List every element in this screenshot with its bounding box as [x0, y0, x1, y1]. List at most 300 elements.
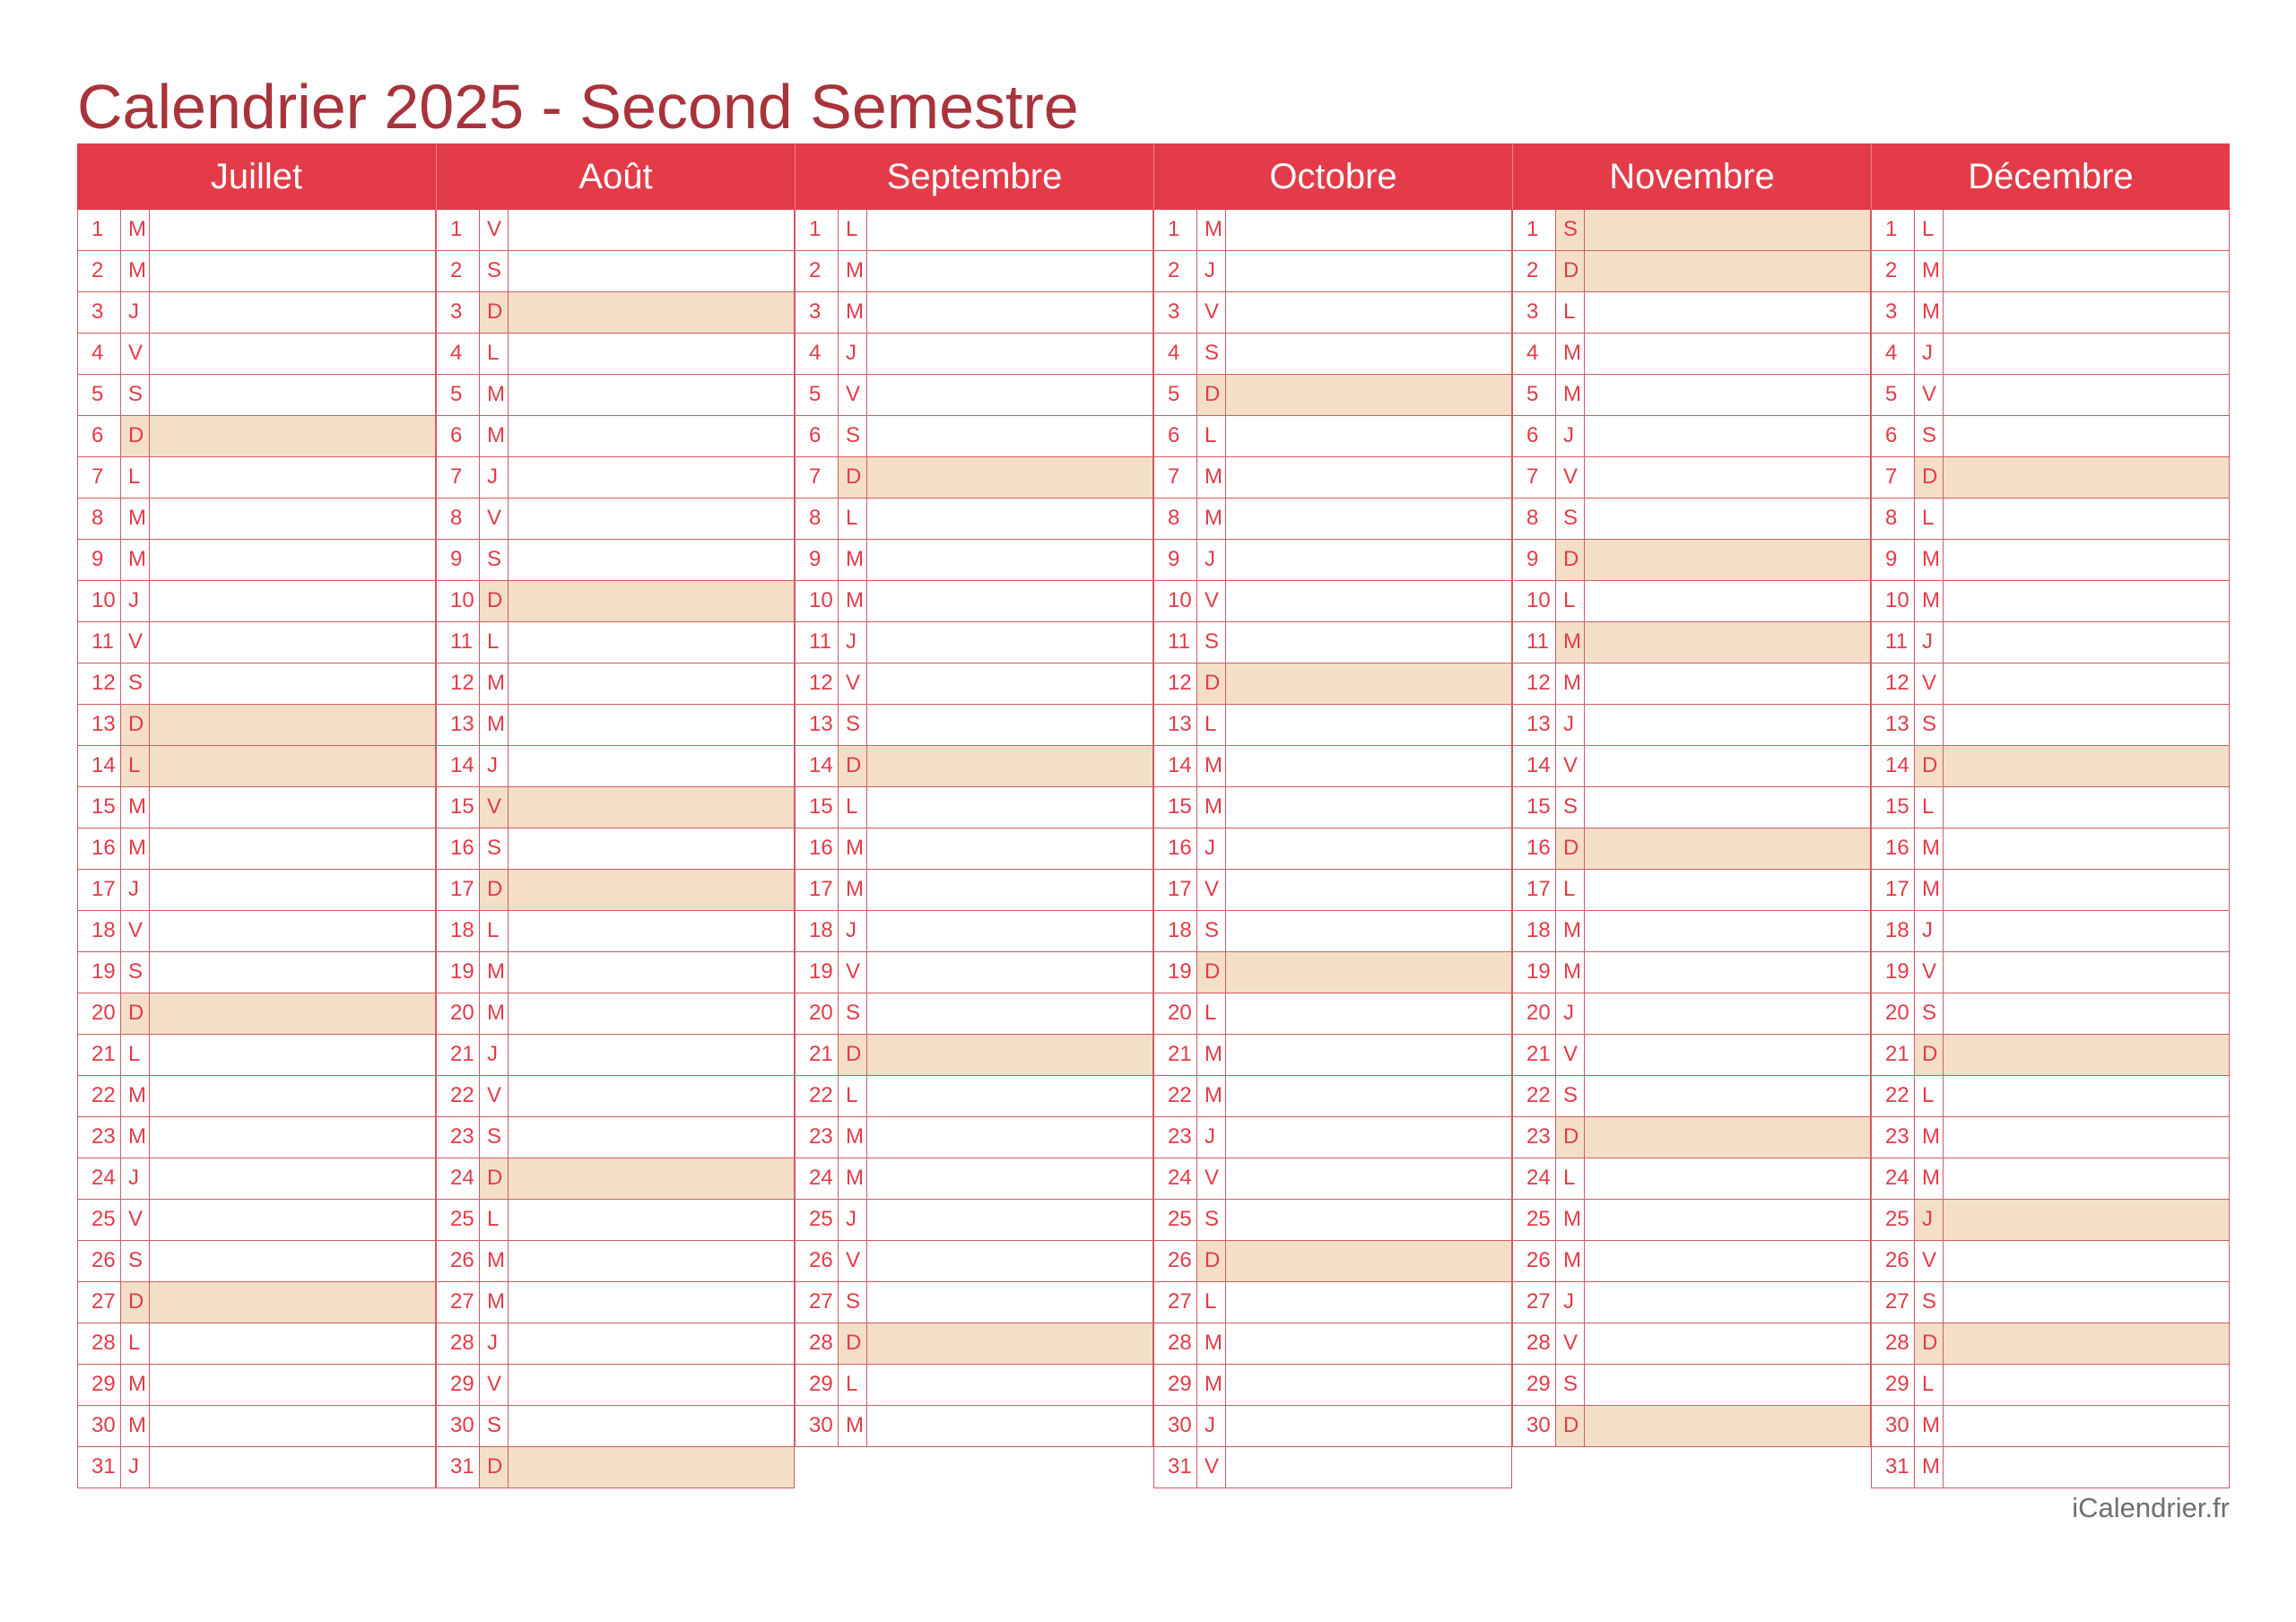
- day-number: 23: [1154, 1117, 1197, 1158]
- day-number: 29: [1872, 1365, 1915, 1405]
- weekday-letter: L: [839, 1076, 867, 1116]
- note-cell[interactable]: [1585, 828, 1870, 869]
- note-cell[interactable]: [1585, 251, 1870, 291]
- note-cell[interactable]: [1226, 787, 1511, 828]
- note-cell[interactable]: [1585, 416, 1870, 456]
- note-cell[interactable]: [1226, 540, 1511, 580]
- note-cell[interactable]: [1944, 1241, 2229, 1281]
- weekday-letter: D: [121, 1282, 150, 1323]
- note-cell[interactable]: [867, 1035, 1152, 1075]
- note-cell[interactable]: [1944, 1406, 2229, 1446]
- note-cell[interactable]: [509, 540, 794, 580]
- day-number: 5: [1513, 375, 1556, 415]
- weekday-letter: D: [1556, 1117, 1585, 1158]
- note-cell[interactable]: [1226, 828, 1511, 869]
- note-cell[interactable]: [1585, 499, 1870, 539]
- note-cell[interactable]: [867, 1076, 1152, 1116]
- month-header: Novembre: [1512, 143, 1871, 210]
- day-number: 12: [78, 664, 121, 704]
- weekday-letter: M: [480, 416, 509, 456]
- day-row: [78, 1447, 435, 1488]
- month-column: [795, 143, 1153, 1447]
- note-cell[interactable]: [150, 1117, 435, 1158]
- note-cell[interactable]: [1226, 334, 1511, 374]
- note-cell[interactable]: [1226, 416, 1511, 456]
- note-cell[interactable]: [1585, 1282, 1870, 1323]
- note-cell[interactable]: [509, 622, 794, 663]
- note-cell[interactable]: [1944, 292, 2229, 333]
- note-cell[interactable]: [1585, 1365, 1870, 1405]
- weekday-letter: D: [1556, 251, 1585, 291]
- day-number: 15: [1513, 787, 1556, 828]
- note-cell[interactable]: [1944, 581, 2229, 621]
- note-cell[interactable]: [509, 375, 794, 415]
- day-row: [796, 499, 1152, 540]
- weekday-letter: J: [1556, 416, 1585, 456]
- note-cell[interactable]: [1585, 664, 1870, 704]
- weekday-letter: V: [1556, 1323, 1585, 1364]
- note-cell[interactable]: [509, 292, 794, 333]
- weekday-letter: J: [1556, 1282, 1585, 1323]
- note-cell[interactable]: [150, 416, 435, 456]
- weekday-letter: V: [480, 499, 509, 539]
- weekday-letter: S: [1915, 1282, 1944, 1323]
- note-cell[interactable]: [509, 334, 794, 374]
- day-number: 28: [1154, 1323, 1197, 1364]
- note-cell[interactable]: [150, 251, 435, 291]
- note-cell[interactable]: [867, 251, 1152, 291]
- day-number: 29: [796, 1365, 839, 1405]
- weekday-letter: S: [480, 1406, 509, 1446]
- note-cell[interactable]: [509, 416, 794, 456]
- note-cell[interactable]: [1585, 911, 1870, 951]
- note-cell[interactable]: [867, 1158, 1152, 1199]
- weekday-letter: D: [1556, 1406, 1585, 1446]
- note-cell[interactable]: [867, 1406, 1152, 1446]
- note-cell[interactable]: [1944, 416, 2229, 456]
- day-number: 6: [1154, 416, 1197, 456]
- note-cell[interactable]: [509, 993, 794, 1034]
- day-number: 18: [1154, 911, 1197, 951]
- note-cell[interactable]: [150, 1365, 435, 1405]
- note-cell[interactable]: [1226, 292, 1511, 333]
- note-cell[interactable]: [867, 787, 1152, 828]
- note-cell[interactable]: [1585, 292, 1870, 333]
- note-cell[interactable]: [867, 1241, 1152, 1281]
- day-row: [1872, 375, 2229, 416]
- day-row: [1872, 1323, 2229, 1365]
- note-cell[interactable]: [150, 870, 435, 910]
- note-cell[interactable]: [1226, 664, 1511, 704]
- note-cell[interactable]: [1944, 828, 2229, 869]
- day-row: [796, 911, 1152, 952]
- note-cell[interactable]: [1944, 705, 2229, 745]
- note-cell[interactable]: [150, 1241, 435, 1281]
- note-cell[interactable]: [1944, 622, 2229, 663]
- month-header: Décembre: [1871, 143, 2230, 210]
- note-cell[interactable]: [867, 292, 1152, 333]
- weekday-letter: D: [480, 1158, 509, 1199]
- note-cell[interactable]: [150, 993, 435, 1034]
- note-cell[interactable]: [1944, 334, 2229, 374]
- day-row: [1872, 499, 2229, 540]
- day-number: 29: [437, 1365, 480, 1405]
- day-row: [1154, 993, 1511, 1035]
- day-row: [78, 1117, 435, 1158]
- note-cell[interactable]: [1226, 1365, 1511, 1405]
- note-cell[interactable]: [150, 952, 435, 993]
- day-number: 25: [796, 1200, 839, 1240]
- note-cell[interactable]: [1944, 952, 2229, 993]
- note-cell[interactable]: [1585, 334, 1870, 374]
- note-cell[interactable]: [1585, 1241, 1870, 1281]
- note-cell[interactable]: [1585, 457, 1870, 498]
- day-number: 10: [796, 581, 839, 621]
- note-cell[interactable]: [1944, 993, 2229, 1034]
- weekday-letter: M: [1556, 375, 1585, 415]
- note-cell[interactable]: [1226, 1447, 1511, 1488]
- note-cell[interactable]: [150, 1035, 435, 1075]
- weekday-letter: M: [839, 581, 867, 621]
- day-row: [1154, 1076, 1511, 1117]
- day-list: [1512, 210, 1871, 1447]
- note-cell[interactable]: [867, 1282, 1152, 1323]
- note-cell[interactable]: [1585, 1035, 1870, 1075]
- day-row: [437, 993, 794, 1035]
- weekday-letter: D: [1197, 664, 1226, 704]
- day-number: 2: [437, 251, 480, 291]
- note-cell[interactable]: [1944, 1365, 2229, 1405]
- note-cell[interactable]: [509, 828, 794, 869]
- day-row: [437, 911, 794, 952]
- note-cell[interactable]: [150, 1406, 435, 1446]
- note-cell[interactable]: [867, 1117, 1152, 1158]
- note-cell[interactable]: [509, 787, 794, 828]
- day-row: [78, 375, 435, 416]
- day-row: [796, 664, 1152, 705]
- note-cell[interactable]: [867, 746, 1152, 786]
- note-cell[interactable]: [1585, 952, 1870, 993]
- note-cell[interactable]: [1226, 911, 1511, 951]
- note-cell[interactable]: [150, 664, 435, 704]
- note-cell[interactable]: [1226, 622, 1511, 663]
- day-number: 6: [1513, 416, 1556, 456]
- note-cell[interactable]: [1944, 540, 2229, 580]
- note-cell[interactable]: [1944, 1323, 2229, 1364]
- day-row: [437, 499, 794, 540]
- note-cell[interactable]: [1585, 1323, 1870, 1364]
- day-number: 27: [1513, 1282, 1556, 1323]
- weekday-letter: M: [480, 705, 509, 745]
- weekday-letter: M: [1915, 251, 1944, 291]
- note-cell[interactable]: [867, 581, 1152, 621]
- day-number: 1: [796, 210, 839, 250]
- note-cell[interactable]: [509, 1117, 794, 1158]
- note-cell[interactable]: [509, 870, 794, 910]
- note-cell[interactable]: [509, 581, 794, 621]
- weekday-letter: L: [121, 457, 150, 498]
- weekday-letter: M: [1197, 1035, 1226, 1075]
- note-cell[interactable]: [1585, 787, 1870, 828]
- note-cell[interactable]: [1944, 1035, 2229, 1075]
- note-cell[interactable]: [150, 1323, 435, 1364]
- note-cell[interactable]: [509, 499, 794, 539]
- weekday-letter: S: [1197, 622, 1226, 663]
- day-number: 23: [437, 1117, 480, 1158]
- weekday-letter: S: [839, 705, 867, 745]
- note-cell[interactable]: [867, 210, 1152, 250]
- day-row: [796, 251, 1152, 292]
- day-list: [1153, 210, 1512, 1488]
- note-cell[interactable]: [1226, 1158, 1511, 1199]
- day-number: 17: [1513, 870, 1556, 910]
- note-cell[interactable]: [1944, 664, 2229, 704]
- note-cell[interactable]: [509, 457, 794, 498]
- day-number: 30: [1513, 1406, 1556, 1446]
- note-cell[interactable]: [150, 210, 435, 250]
- note-cell[interactable]: [867, 540, 1152, 580]
- note-cell[interactable]: [509, 251, 794, 291]
- day-row: [1154, 828, 1511, 870]
- note-cell[interactable]: [1226, 1241, 1511, 1281]
- note-cell[interactable]: [1944, 746, 2229, 786]
- note-cell[interactable]: [150, 540, 435, 580]
- note-cell[interactable]: [509, 1447, 794, 1488]
- weekday-letter: L: [121, 1323, 150, 1364]
- note-cell[interactable]: [1226, 746, 1511, 786]
- note-cell[interactable]: [1226, 1282, 1511, 1323]
- note-cell[interactable]: [150, 746, 435, 786]
- weekday-letter: L: [839, 499, 867, 539]
- month-column: [1512, 143, 1871, 1447]
- day-row: [796, 375, 1152, 416]
- day-row: [1513, 1406, 1870, 1447]
- day-row: [1154, 911, 1511, 952]
- note-cell[interactable]: [1944, 251, 2229, 291]
- note-cell[interactable]: [1585, 210, 1870, 250]
- note-cell[interactable]: [509, 1158, 794, 1199]
- day-row: [1872, 870, 2229, 911]
- note-cell[interactable]: [150, 499, 435, 539]
- day-row: [1872, 1447, 2229, 1488]
- weekday-letter: D: [480, 292, 509, 333]
- day-number: 4: [1872, 334, 1915, 374]
- day-number: 21: [1513, 1035, 1556, 1075]
- weekday-letter: M: [121, 1406, 150, 1446]
- note-cell[interactable]: [1226, 1117, 1511, 1158]
- day-row: [796, 1158, 1152, 1200]
- note-cell[interactable]: [150, 1158, 435, 1199]
- note-cell[interactable]: [150, 334, 435, 374]
- weekday-letter: M: [121, 1365, 150, 1405]
- note-cell[interactable]: [1944, 870, 2229, 910]
- note-cell[interactable]: [867, 622, 1152, 663]
- day-number: 10: [78, 581, 121, 621]
- note-cell[interactable]: [509, 664, 794, 704]
- note-cell[interactable]: [1226, 1076, 1511, 1116]
- weekday-letter: S: [1556, 499, 1585, 539]
- note-cell[interactable]: [1944, 1076, 2229, 1116]
- day-row: [796, 1035, 1152, 1076]
- day-number: 3: [1513, 292, 1556, 333]
- note-cell[interactable]: [1585, 540, 1870, 580]
- day-number: 9: [1872, 540, 1915, 580]
- note-cell[interactable]: [509, 1323, 794, 1364]
- note-cell[interactable]: [1944, 1447, 2229, 1488]
- note-cell[interactable]: [509, 1076, 794, 1116]
- note-cell[interactable]: [509, 746, 794, 786]
- calendar-grid: [77, 143, 2230, 1488]
- note-cell[interactable]: [1585, 1076, 1870, 1116]
- weekday-letter: V: [1556, 457, 1585, 498]
- note-cell[interactable]: [509, 210, 794, 250]
- day-number: 13: [1513, 705, 1556, 745]
- note-cell[interactable]: [509, 1282, 794, 1323]
- weekday-letter: J: [1197, 1406, 1226, 1446]
- note-cell[interactable]: [1944, 787, 2229, 828]
- note-cell[interactable]: [150, 1447, 435, 1488]
- note-cell[interactable]: [867, 416, 1152, 456]
- note-cell[interactable]: [509, 1365, 794, 1405]
- note-cell[interactable]: [1585, 375, 1870, 415]
- note-cell[interactable]: [1944, 499, 2229, 539]
- note-cell[interactable]: [150, 1200, 435, 1240]
- day-number: 31: [1872, 1447, 1915, 1488]
- note-cell[interactable]: [1226, 1200, 1511, 1240]
- day-number: 7: [1513, 457, 1556, 498]
- day-number: 9: [796, 540, 839, 580]
- note-cell[interactable]: [150, 457, 435, 498]
- weekday-letter: D: [1556, 540, 1585, 580]
- note-cell[interactable]: [867, 375, 1152, 415]
- note-cell[interactable]: [1585, 870, 1870, 910]
- note-cell[interactable]: [867, 911, 1152, 951]
- note-cell[interactable]: [1585, 993, 1870, 1034]
- day-number: 25: [437, 1200, 480, 1240]
- note-cell[interactable]: [1585, 622, 1870, 663]
- note-cell[interactable]: [1226, 993, 1511, 1034]
- note-cell[interactable]: [1226, 1035, 1511, 1075]
- note-cell[interactable]: [1226, 952, 1511, 993]
- note-cell[interactable]: [867, 993, 1152, 1034]
- day-row: [1513, 952, 1870, 993]
- note-cell[interactable]: [1226, 1323, 1511, 1364]
- note-cell[interactable]: [1944, 457, 2229, 498]
- note-cell[interactable]: [1585, 581, 1870, 621]
- note-cell[interactable]: [1944, 1158, 2229, 1199]
- note-cell[interactable]: [1226, 705, 1511, 745]
- day-number: 24: [1154, 1158, 1197, 1199]
- weekday-letter: L: [1915, 787, 1944, 828]
- weekday-letter: M: [1197, 1323, 1226, 1364]
- note-cell[interactable]: [150, 1282, 435, 1323]
- note-cell[interactable]: [150, 705, 435, 745]
- note-cell[interactable]: [150, 292, 435, 333]
- note-cell[interactable]: [150, 622, 435, 663]
- weekday-letter: L: [480, 334, 509, 374]
- weekday-letter: J: [839, 911, 867, 951]
- note-cell[interactable]: [1585, 746, 1870, 786]
- note-cell[interactable]: [1585, 1200, 1870, 1240]
- note-cell[interactable]: [1944, 1117, 2229, 1158]
- weekday-letter: L: [1556, 581, 1585, 621]
- note-cell[interactable]: [867, 1365, 1152, 1405]
- weekday-letter: J: [1915, 622, 1944, 663]
- note-cell[interactable]: [867, 1323, 1152, 1364]
- note-cell[interactable]: [867, 870, 1152, 910]
- note-cell[interactable]: [1585, 705, 1870, 745]
- note-cell[interactable]: [150, 828, 435, 869]
- note-cell[interactable]: [1226, 1406, 1511, 1446]
- note-cell[interactable]: [1226, 210, 1511, 250]
- note-cell[interactable]: [1226, 457, 1511, 498]
- day-row: [1154, 1447, 1511, 1488]
- weekday-letter: M: [121, 787, 150, 828]
- note-cell[interactable]: [509, 952, 794, 993]
- weekday-letter: V: [121, 911, 150, 951]
- note-cell[interactable]: [150, 911, 435, 951]
- note-cell[interactable]: [1944, 1200, 2229, 1240]
- day-number: 14: [796, 746, 839, 786]
- note-cell[interactable]: [1585, 1117, 1870, 1158]
- day-number: 11: [1872, 622, 1915, 663]
- day-row: [1872, 1076, 2229, 1117]
- note-cell[interactable]: [509, 911, 794, 951]
- note-cell[interactable]: [509, 1241, 794, 1281]
- note-cell[interactable]: [1226, 581, 1511, 621]
- day-row: [1154, 375, 1511, 416]
- note-cell[interactable]: [1585, 1406, 1870, 1446]
- note-cell[interactable]: [509, 1200, 794, 1240]
- note-cell[interactable]: [509, 1035, 794, 1075]
- note-cell[interactable]: [1944, 911, 2229, 951]
- day-number: 5: [1154, 375, 1197, 415]
- note-cell[interactable]: [867, 664, 1152, 704]
- day-row: [437, 1200, 794, 1241]
- note-cell[interactable]: [1226, 499, 1511, 539]
- day-number: 20: [1872, 993, 1915, 1034]
- note-cell[interactable]: [1226, 870, 1511, 910]
- note-cell[interactable]: [509, 1406, 794, 1446]
- note-cell[interactable]: [509, 705, 794, 745]
- day-number: 11: [78, 622, 121, 663]
- note-cell[interactable]: [1944, 1282, 2229, 1323]
- note-cell[interactable]: [867, 1200, 1152, 1240]
- note-cell[interactable]: [867, 952, 1152, 993]
- note-cell[interactable]: [1226, 251, 1511, 291]
- note-cell[interactable]: [867, 828, 1152, 869]
- day-row: [796, 746, 1152, 787]
- day-number: 17: [437, 870, 480, 910]
- note-cell[interactable]: [150, 1076, 435, 1116]
- note-cell[interactable]: [867, 334, 1152, 374]
- note-cell[interactable]: [867, 457, 1152, 498]
- note-cell[interactable]: [150, 581, 435, 621]
- weekday-letter: S: [1197, 911, 1226, 951]
- note-cell[interactable]: [150, 787, 435, 828]
- note-cell[interactable]: [1944, 375, 2229, 415]
- note-cell[interactable]: [867, 499, 1152, 539]
- day-number: 8: [796, 499, 839, 539]
- note-cell[interactable]: [150, 375, 435, 415]
- day-number: 6: [78, 416, 121, 456]
- note-cell[interactable]: [867, 705, 1152, 745]
- note-cell[interactable]: [1226, 375, 1511, 415]
- note-cell[interactable]: [1944, 210, 2229, 250]
- weekday-letter: M: [839, 828, 867, 869]
- note-cell[interactable]: [1585, 1158, 1870, 1199]
- weekday-letter: V: [839, 952, 867, 993]
